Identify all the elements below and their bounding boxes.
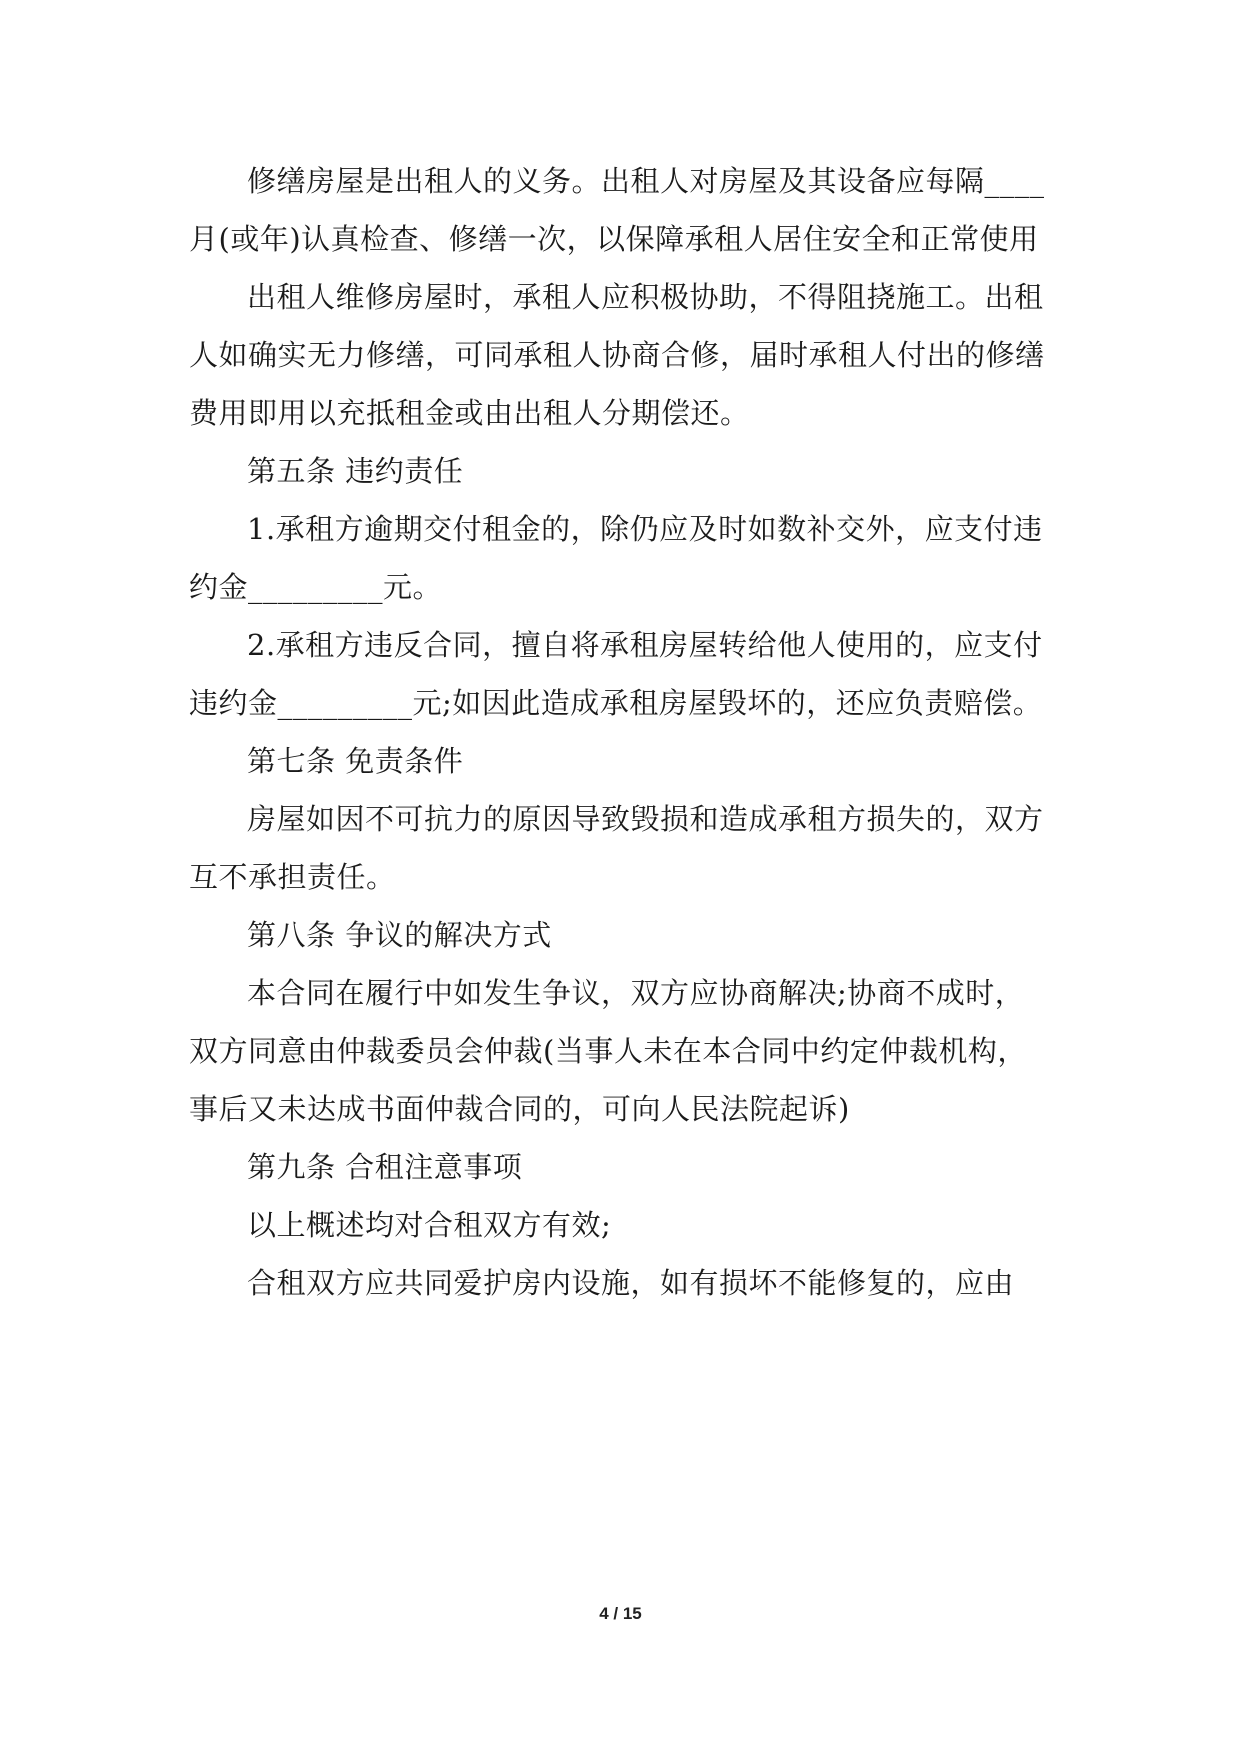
paragraph-dispute-resolution: 本合同在履行中如发生争议，双方应协商解决;协商不成时，双方同意由仲裁委员会仲裁(当事人未在本合同中约定仲裁机构，事后又未达成书面仲裁合同的，可向人民法院起诉)	[189, 976, 1027, 1126]
document-body	[189, 152, 1053, 1312]
paragraph-cotenancy-care: 合租双方应共同爱护房内设施，如有损坏不能修复的，应由	[247, 1266, 1015, 1300]
heading-article-5: 第五条 违约责任	[247, 454, 464, 488]
page-number: 4 / 15	[599, 1604, 642, 1623]
paragraph-sublet-penalty: 2.承租方违反合同，擅自将承租房屋转给他人使用的，应支付违约金_________元;如因此造成承租房屋毁坏的，还应负责赔偿。	[189, 628, 1043, 720]
paragraph-repair-cooperation: 出租人维修房屋时，承租人应积极协助，不得阻挠施工。出租人如确实无力修缮，可同承租人协商合修，届时承租人付出的修缮费用即用以充抵租金或由出租人分期偿还。	[189, 280, 1045, 430]
paragraph-cotenancy-validity: 以上概述均对合租双方有效;	[247, 1208, 612, 1242]
heading-article-8: 第八条 争议的解决方式	[247, 918, 552, 952]
heading-article-7: 第七条 免责条件	[247, 744, 464, 778]
heading-article-9: 第九条 合租注意事项	[247, 1150, 523, 1184]
paragraph-late-rent-penalty: 1.承租方逾期交付租金的，除仍应及时如数补交外，应支付违约金_________元。	[189, 512, 1043, 604]
paragraph-force-majeure: 房屋如因不可抗力的原因导致毁损和造成承租方损失的，双方互不承担责任。	[189, 802, 1044, 894]
paragraph-repair-obligation: 修缮房屋是出租人的义务。出租人对房屋及其设备应每隔____月(或年)认真检查、修缮一次，以保障承租人居住安全和正常使用	[189, 164, 1045, 256]
